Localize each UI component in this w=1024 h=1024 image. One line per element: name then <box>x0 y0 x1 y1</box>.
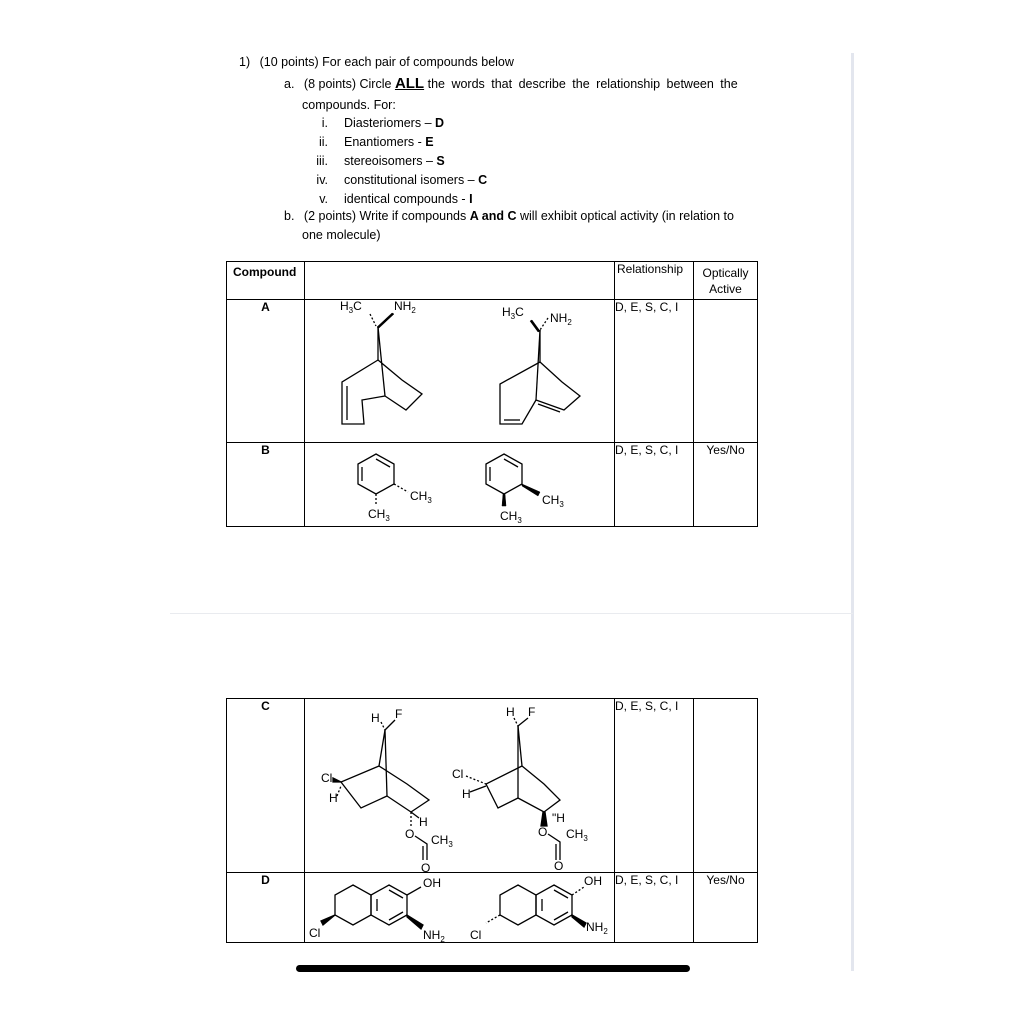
relationship-b[interactable]: D, E, S, C, I <box>615 443 694 527</box>
svg-text:CH3: $CH_3$ <box>566 827 588 843</box>
svg-text:Cl: Cl <box>309 926 321 940</box>
structure-c1 <box>315 704 453 875</box>
header-relationship: Relationship <box>615 262 694 300</box>
optical-a[interactable] <box>694 300 758 443</box>
svg-text:CH3: $CH_3$ <box>410 489 432 505</box>
page-separator <box>170 613 853 614</box>
header-compound: Compound <box>227 262 305 300</box>
svg-text:O: O <box>405 827 415 841</box>
part-a-suffix: the words that describe the relationship between the <box>427 77 738 91</box>
part-b-letter: b. <box>284 209 295 223</box>
svg-text:H: H <box>329 791 338 805</box>
svg-text:CH3: $CH_3$ <box>431 833 453 849</box>
svg-text:"H: "H <box>552 811 565 825</box>
svg-text:O: O <box>538 825 548 839</box>
optical-c[interactable] <box>694 699 758 873</box>
row-label-b: B <box>227 443 305 527</box>
part-a-prefix: (8 points) Circle <box>303 77 392 91</box>
optical-b[interactable]: Yes/No <box>694 443 758 527</box>
structure-d1 <box>305 875 465 945</box>
structure-a2 <box>492 296 592 436</box>
part-a-line1 <box>284 75 738 93</box>
structure-a1 <box>330 296 430 436</box>
question-header <box>239 53 514 71</box>
structure-c2 <box>448 704 598 874</box>
part-a-letter: a. <box>284 77 295 91</box>
svg-text:H: H <box>462 787 471 801</box>
question-number: 1) <box>239 55 251 69</box>
svg-text:H: H <box>371 711 380 725</box>
relationship-c[interactable]: D, E, S, C, I <box>615 699 694 873</box>
svg-text:CH3: $CH_3$ <box>368 507 390 523</box>
relationship-a[interactable]: D, E, S, C, I <box>615 300 694 443</box>
part-b-line2: one molecule) <box>302 228 381 242</box>
page-right-edge <box>851 53 854 971</box>
svg-text:O: O <box>554 859 564 873</box>
part-a-line2: compounds. For: <box>302 98 396 112</box>
svg-text:CH3: $CH_3$ <box>542 493 564 509</box>
svg-text:O: O <box>421 861 431 875</box>
row-label-a: A <box>227 300 305 443</box>
row-label-d: D <box>227 873 305 943</box>
question-intro: (10 points) For each pair of compounds below <box>259 55 514 69</box>
structure-b2 <box>474 450 584 525</box>
svg-text:H3C: $H_3C$ <box>340 299 362 315</box>
row-label-c: C <box>227 699 305 873</box>
structure-d2 <box>458 875 618 945</box>
part-b-suffix: will exhibit optical activity (in relation to <box>520 209 734 223</box>
svg-text:OH: OH <box>584 874 602 888</box>
svg-text:Cl: Cl <box>470 928 482 942</box>
relationship-d[interactable]: D, E, S, C, I <box>615 873 694 943</box>
part-a-emph: ALL <box>394 75 425 92</box>
svg-text:NH2: $NH_2$ <box>586 920 608 936</box>
part-b-line1 <box>284 207 734 225</box>
svg-text:NH2: $NH_2$ <box>394 299 416 315</box>
optical-d[interactable]: Yes/No <box>694 873 758 943</box>
header-optical: Optically Active <box>694 262 758 300</box>
svg-text:NH2: $NH_2$ <box>550 311 572 327</box>
svg-text:Cl: Cl <box>321 771 333 785</box>
structure-b1 <box>340 450 450 525</box>
svg-text:H3C: $H_3C$ <box>502 305 524 321</box>
header-structures <box>305 262 615 300</box>
horizontal-scrollbar[interactable] <box>296 965 690 972</box>
part-b-emph: A and C <box>469 209 517 223</box>
svg-text:CH3: $CH_3$ <box>500 509 522 525</box>
svg-text:H: H <box>506 705 515 719</box>
svg-text:NH2: $NH_2$ <box>423 928 445 944</box>
svg-text:F: F <box>528 705 536 719</box>
svg-text:Cl: Cl <box>452 767 464 781</box>
svg-text:H: H <box>419 815 428 829</box>
part-b-prefix: (2 points) Write if compounds <box>303 209 467 223</box>
svg-text:F: F <box>395 707 403 721</box>
svg-text:OH: OH <box>423 876 441 890</box>
